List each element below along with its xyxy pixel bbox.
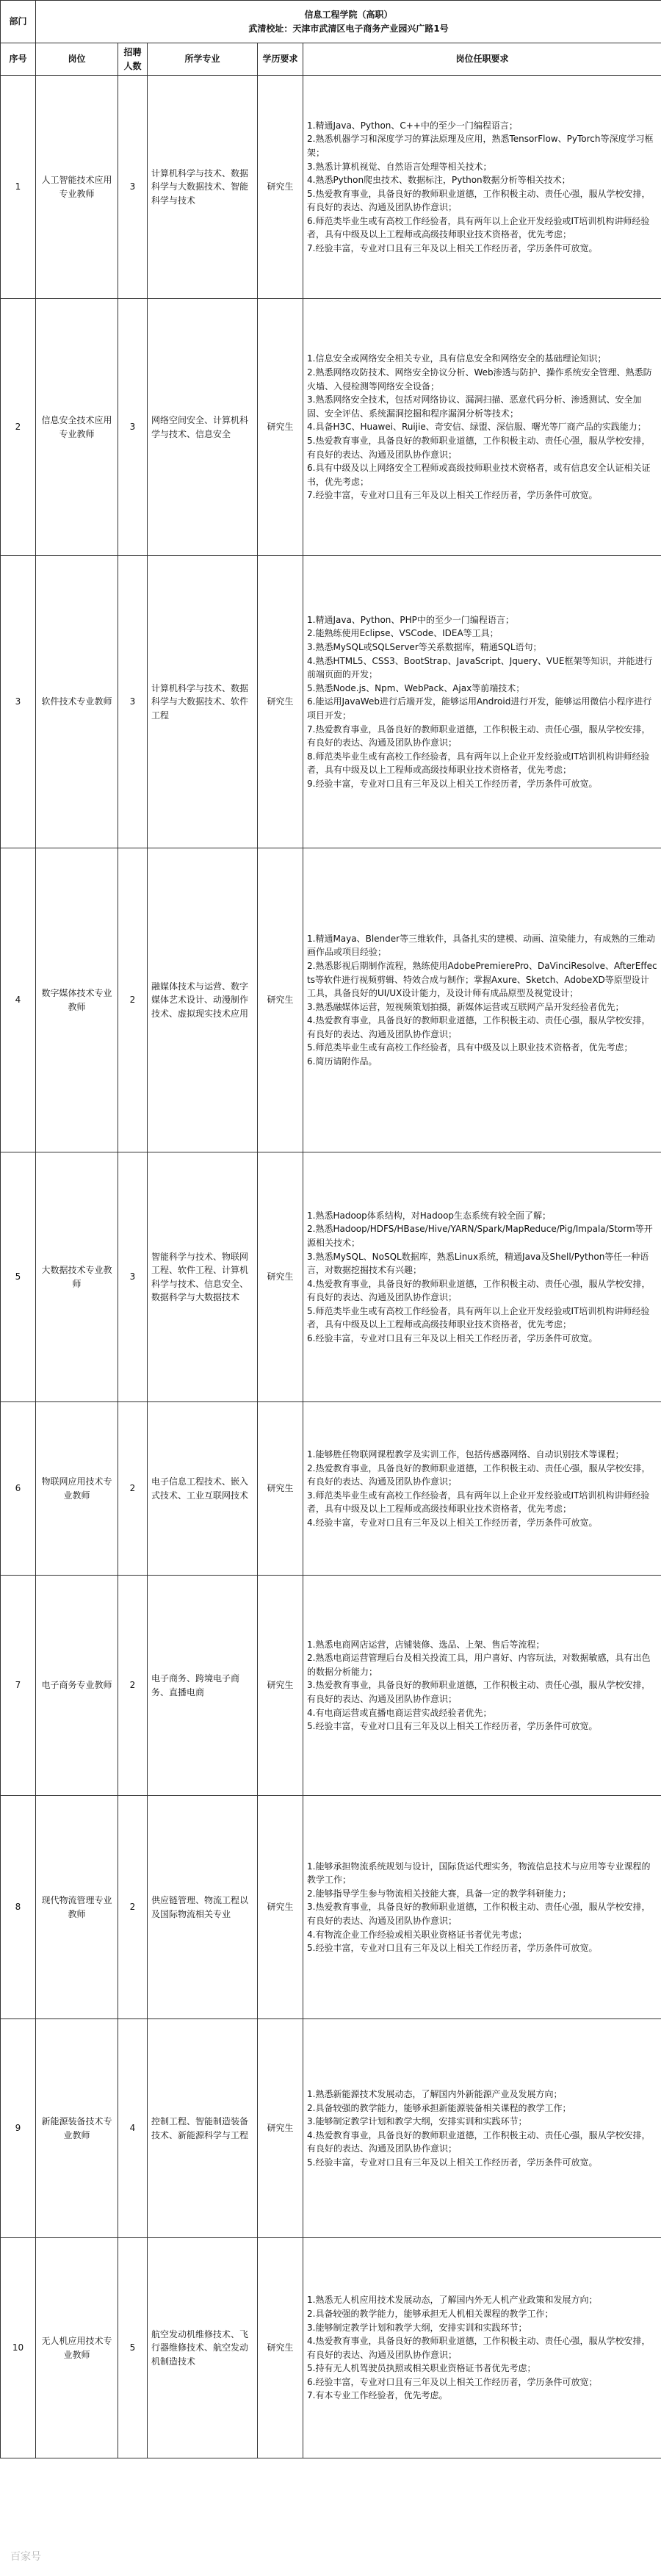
requirement-item: 7.有本专业工作经验者，优先考虑。	[307, 2390, 448, 2401]
requirement-item: 5.师范类毕业生或有高校工作经验者，具有中级及以上职业技术资格者，优先考虑；	[307, 1042, 633, 1053]
requirement-item: 4.热爱教育事业，具备良好的教师职业道德，工作积极主动、责任心强，服从学校安排，有良好的表达、沟通及团队协作意识；	[307, 1015, 651, 1039]
requirement-item: 6.经验丰富，专业对口且有三年及以上相关工作经历者，学历条件可放宽。	[307, 1333, 598, 1344]
position-name: 现代物流管理专业教师	[36, 1796, 118, 2019]
hire-count: 4	[118, 2019, 148, 2238]
table-row	[1, 1576, 661, 1796]
requirements-cell	[303, 1402, 661, 1576]
requirement-item: 3.熟悉网络安全技术，包括对网络协议、漏洞扫描、恶意代码分析、渗透测试、安全加固、安全评估、系统漏洞挖掘和程序漏洞分析等技术；	[307, 394, 642, 419]
table-row	[1, 76, 661, 299]
table-row	[1, 2238, 661, 2458]
requirement-item: 4.具备H3C、Huawei、Ruijie、奇安信、绿盟、深信服、曙光等厂商产品的实践能力；	[307, 422, 646, 433]
requirement-item: 4.熟悉HTML5、CSS3、BootStrap、JavaScript、Jquery、VUE框架等知识，并能进行前端页面的开发；	[307, 655, 653, 680]
table-row	[1, 1402, 661, 1576]
requirement-item: 2.熟悉影视后期制作流程，熟练使用AdobePremierePro、DaVinciResolve、AfterEffects等软件进行视频剪辑、特效合成与制作；掌握Axure、Sketch、AdobeXD等原型设计工具，具备良好的UI/UX设计能力，及设计师有成品原型及视觉设计；	[307, 960, 657, 999]
major-list: 网络空间安全、计算机科学与技术、信息安全	[148, 299, 258, 556]
col-no: 序号	[1, 43, 36, 76]
requirement-item: 3.热爱教育事业，具备良好的教师职业道德，工作积极主动、责任心强，服从学校安排，有良好的表达、沟通及团队协作意识；	[307, 1680, 651, 1704]
row-number: 8	[1, 1796, 36, 2019]
degree-requirement: 研究生	[258, 76, 303, 299]
hire-count: 2	[118, 1576, 148, 1796]
requirement-item: 3.熟悉MySQL、NoSQL数据库，熟悉Linux系统，精通Java及Shell/Python等任一种语言，对数据挖掘技术有兴趣；	[307, 1251, 649, 1276]
requirement-item: 3.能够制定教学计划和教学大纲，安排实训和实践环节；	[307, 2116, 527, 2127]
table-row	[1, 2019, 661, 2238]
major-list: 融媒体技术与运营、数字媒体艺术设计、动漫制作技术、虚拟现实技术应用	[148, 848, 258, 1152]
degree-requirement: 研究生	[258, 556, 303, 848]
degree-requirement: 研究生	[258, 2238, 303, 2458]
requirement-item: 1.精通Java、Python、PHP中的至少一门编程语言；	[307, 614, 514, 625]
requirements-cell	[303, 1576, 661, 1796]
requirement-item: 5.经验丰富，专业对口且有三年及以上相关工作经历者，学历条件可放宽。	[307, 1721, 598, 1732]
requirement-item: 4.经验丰富，专业对口且有三年及以上相关工作经历者，学历条件可放宽。	[307, 1517, 598, 1528]
position-name: 电子商务专业教师	[36, 1576, 118, 1796]
col-degree: 学历要求	[258, 43, 303, 76]
degree-requirement: 研究生	[258, 2019, 303, 2238]
degree-requirement: 研究生	[258, 1402, 303, 1576]
row-number: 4	[1, 848, 36, 1152]
degree-requirement: 研究生	[258, 848, 303, 1152]
position-name: 信息安全技术应用专业教师	[36, 299, 118, 556]
hire-count: 3	[118, 556, 148, 848]
watermark-text: 百家号	[10, 2551, 41, 2563]
major-list: 电子商务、跨境电子商务、直播电商	[148, 1576, 258, 1796]
requirements-cell	[303, 1152, 661, 1402]
degree-requirement: 研究生	[258, 1152, 303, 1402]
requirement-item: 6.师范类毕业生或有高校工作经验者，具有两年以上企业开发经验或IT培训机构讲师经验者，具有中级及以上工程师或高级技师职业技术资格者，优先考虑；	[307, 215, 650, 240]
campus-address: 武清校址：天津市武清区电子商务产业园兴广路1号	[248, 23, 449, 34]
requirement-item: 6.经验丰富，专业对口且有三年及以上相关工作经历者，学历条件可放宽；	[307, 2376, 598, 2387]
position-name: 人工智能技术应用专业教师	[36, 76, 118, 299]
department-label: 部门	[1, 1, 36, 43]
col-count: 招聘人数	[118, 43, 148, 76]
requirement-item: 3.熟悉融媒体运营，短视频策划拍摄，新媒体运营或互联网产品开发经验者优先；	[307, 1001, 624, 1012]
requirement-item: 2.熟悉电商运营管理后台及相关投流工具，用户喜好、内容玩法，对数据敏感，具有出色的数据分析能力；	[307, 1653, 651, 1677]
department-header-row	[1, 1, 661, 43]
requirement-item: 5.热爱教育事业，具备良好的教师职业道德，工作积极主动、责任心强，服从学校安排，有良好的表达、沟通及团队协作意识；	[307, 188, 651, 213]
major-list: 智能科学与技术、物联网工程、软件工程、计算机科学与技术、信息安全、数据科学与大数据技术	[148, 1152, 258, 1402]
position-name: 新能源装备技术专业教师	[36, 2019, 118, 2238]
department-title-cell	[36, 1, 661, 43]
major-list: 计算机科学与技术、数据科学与大数据技术、软件工程	[148, 556, 258, 848]
requirement-item: 2.熟悉Hadoop/HDFS/HBase/Hive/YARN/Spark/MapReduce/Pig/Impala/Storm等开源相关技术；	[307, 1224, 653, 1248]
requirement-item: 1.能够胜任物联网课程教学及实训工作，包括传感器网络、自动识别技术等课程；	[307, 1448, 624, 1460]
requirement-item: 1.熟悉Hadoop体系结构，对Hadoop生态系统有较全面了解；	[307, 1210, 552, 1221]
requirement-item: 5.经验丰富，专业对口且有三年及以上相关工作经历者，学历条件可放宽。	[307, 1943, 598, 1954]
requirement-item: 6.简历请附作品。	[307, 1056, 378, 1067]
major-list: 航空发动机维修技术、飞行器维修技术、航空发动机制造技术	[148, 2238, 258, 2458]
hire-count: 5	[118, 2238, 148, 2458]
requirement-item: 2.熟悉机器学习和深度学习的算法原理及应用，熟悉TensorFlow、PyTorch等深度学习框架；	[307, 134, 654, 158]
major-list: 电子信息工程技术、嵌入式技术、工业互联网技术	[148, 1402, 258, 1576]
requirement-item: 4.热爱教育事业，具备良好的教师职业道德，工作积极主动、责任心强，服从学校安排，有良好的表达、沟通及团队协作意识；	[307, 1278, 651, 1303]
degree-requirement: 研究生	[258, 299, 303, 556]
col-requirements: 岗位任职要求	[303, 43, 661, 76]
requirement-item: 6.具有中级及以上网络安全工程师或高级技师职业技术资格者，或有信息安全认证相关证书，优先考虑；	[307, 463, 651, 487]
requirement-item: 4.有物流企业工作经验或相关职业资格证书者优先考虑；	[307, 1929, 527, 1940]
requirement-item: 3.热爱教育事业，具备良好的教师职业道德，工作积极主动、责任心强，服从学校安排，有良好的表达、沟通及团队协作意识；	[307, 1902, 651, 1926]
requirements-cell	[303, 2019, 661, 2238]
row-number: 9	[1, 2019, 36, 2238]
position-name: 大数据技术专业教师	[36, 1152, 118, 1402]
position-name: 无人机应用技术专业教师	[36, 2238, 118, 2458]
table-row	[1, 1152, 661, 1402]
major-list: 控制工程、智能制造装备技术、新能源科学与工程	[148, 2019, 258, 2238]
row-number: 10	[1, 2238, 36, 2458]
requirement-item: 7.经验丰富，专业对口且有三年及以上相关工作经历者，学历条件可放宽。	[307, 490, 598, 501]
hire-count: 2	[118, 1796, 148, 2019]
requirements-cell	[303, 1796, 661, 2019]
position-name: 物联网应用技术专业教师	[36, 1402, 118, 1576]
requirement-item: 2.熟悉网络攻防技术、网络安全协议分析、Web渗透与防护、操作系统安全管理、熟悉防火墙、入侵检测等网络安全设备；	[307, 367, 652, 392]
requirement-item: 1.熟悉新能源技术发展动态，了解国内外新能源产业及发展方向；	[307, 2088, 563, 2099]
column-header-row	[1, 43, 661, 76]
requirement-item: 1.信息安全或网络安全相关专业，具有信息安全和网络安全的基础理论知识；	[307, 353, 607, 364]
col-major: 所学专业	[148, 43, 258, 76]
requirement-item: 4.热爱教育事业，具备良好的教师职业道德，工作积极主动、责任心强，服从学校安排，有良好的表达、沟通及团队协作意识；	[307, 2129, 651, 2154]
requirements-cell	[303, 848, 661, 1152]
requirement-item: 3.熟悉计算机视觉、自然语言处理等相关技术；	[307, 161, 492, 172]
row-number: 1	[1, 76, 36, 299]
hire-count: 3	[118, 76, 148, 299]
requirement-item: 1.精通Java、Python、C++中的至少一门编程语言；	[307, 120, 518, 131]
row-number: 7	[1, 1576, 36, 1796]
requirement-item: 4.热爱教育事业，具备良好的教师职业道德，工作积极主动、责任心强，服从学校安排，有良好的表达、沟通及团队协作意识；	[307, 2336, 651, 2360]
requirements-cell	[303, 299, 661, 556]
position-name: 软件技术专业教师	[36, 556, 118, 848]
hire-count: 3	[118, 299, 148, 556]
major-list: 计算机科学与技术、数据科学与大数据技术、智能科学与技术	[148, 76, 258, 299]
table-row	[1, 299, 661, 556]
requirements-cell	[303, 556, 661, 848]
position-name: 数字媒体技术专业教师	[36, 848, 118, 1152]
requirement-item: 1.精通Maya、Blender等三维软件，具备扎实的建模、动画、渲染能力，有成熟的三维动画作品或项目经验；	[307, 933, 656, 958]
requirement-item: 5.熟悉Node.js、Npm、WebPack、Ajax等前端技术；	[307, 682, 525, 693]
degree-requirement: 研究生	[258, 1576, 303, 1796]
requirement-item: 8.师范类毕业生或有高校工作经验者，具有两年以上企业开发经验或IT培训机构讲师经验者，具有中级及以上工程师或高级技师职业技术资格者，优先考虑；	[307, 751, 650, 776]
requirement-item: 2.能够指导学生参与物流相关技能大赛，具备一定的教学科研能力；	[307, 1888, 571, 1899]
hire-count: 2	[118, 848, 148, 1152]
requirement-item: 2.具备较强的教学能力，能够承担无人机相关课程的教学工作；	[307, 2308, 554, 2319]
table-row	[1, 848, 661, 1152]
major-list: 供应链管理、物流工程以及国际物流相关专业	[148, 1796, 258, 2019]
row-number: 3	[1, 556, 36, 848]
requirement-item: 5.持有无人机驾驶员执照或相关职业资格证书者优先考虑；	[307, 2363, 536, 2374]
requirements-cell	[303, 76, 661, 299]
degree-requirement: 研究生	[258, 1796, 303, 2019]
requirement-item: 3.熟悉MySQL或SQLServer等关系数据库，精通SQL语句；	[307, 642, 542, 653]
department-name: 信息工程学院（高职）	[304, 9, 393, 20]
requirement-item: 1.熟悉无人机应用技术发展动态，了解国内外无人机产业政策和发展方向；	[307, 2295, 598, 2306]
requirement-item: 7.热爱教育事业，具备良好的教师职业道德，工作积极主动、责任心强，服从学校安排，有良好的表达、沟通及团队协作意识；	[307, 724, 651, 748]
row-number: 5	[1, 1152, 36, 1402]
table-row	[1, 556, 661, 848]
row-number: 2	[1, 299, 36, 556]
row-number: 6	[1, 1402, 36, 1576]
requirement-item: 4.熟悉Python爬虫技术、数据标注，Python数据分析等相关技术；	[307, 175, 571, 186]
requirement-item: 3.师范类毕业生或有高校工作经验者，具有两年以上企业开发经验或IT培训机构讲师经验者，具有中级及以上工程师或高级技师职业技术资格者，优先考虑；	[307, 1490, 650, 1515]
requirement-item: 2.能熟练使用Eclipse、VSCode、IDEA等工具；	[307, 628, 499, 639]
requirement-item: 5.经验丰富，专业对口且有三年及以上相关工作经历者，学历条件可放宽。	[307, 2157, 598, 2168]
requirement-item: 1.能够承担物流系统规划与设计，国际货运代理实务，物流信息技术与应用等专业课程的教学工作；	[307, 1861, 651, 1886]
requirement-item: 9.经验丰富，专业对口且有三年及以上相关工作经历者，学历条件可放宽。	[307, 778, 598, 789]
requirement-item: 5.师范类毕业生或有高校工作经验者，具有两年以上企业开发经验或IT培训机构讲师经验者，具有中级及以上工程师或高级技师职业技术资格者，优先考虑；	[307, 1305, 650, 1330]
requirement-item: 5.热爱教育事业，具备良好的教师职业道德，工作积极主动、责任心强，服从学校安排，有良好的表达、沟通及团队协作意识；	[307, 435, 651, 460]
requirement-item: 7.经验丰富，专业对口且有三年及以上相关工作经历者，学历条件可放宽。	[307, 243, 598, 254]
requirement-item: 2.热爱教育事业，具备良好的教师职业道德，工作积极主动、责任心强，服从学校安排，有良好的表达、沟通及团队协作意识；	[307, 1462, 651, 1487]
table-row	[1, 1796, 661, 2019]
requirements-cell	[303, 2238, 661, 2458]
requirement-item: 1.熟悉电商网店运营，店铺装修、选品、上架、售后等流程；	[307, 1639, 545, 1650]
requirement-item: 6.能运用JavaWeb进行后端开发，能够运用Android进行开发，能够运用微信小程序进行项目开发；	[307, 696, 652, 721]
hire-count: 2	[118, 1402, 148, 1576]
col-position: 岗位	[36, 43, 118, 76]
requirement-item: 2.具备较强的教学能力，能够承担新能源装备相关课程的教学工作；	[307, 2102, 571, 2113]
table-body	[1, 76, 661, 2458]
requirement-item: 4.有电商运营或直播电商运营实战经验者优先；	[307, 1707, 492, 1718]
requirement-item: 3.能够制定教学计划和教学大纲，安排实训和实践环节；	[307, 2322, 527, 2333]
hire-count: 3	[118, 1152, 148, 1402]
